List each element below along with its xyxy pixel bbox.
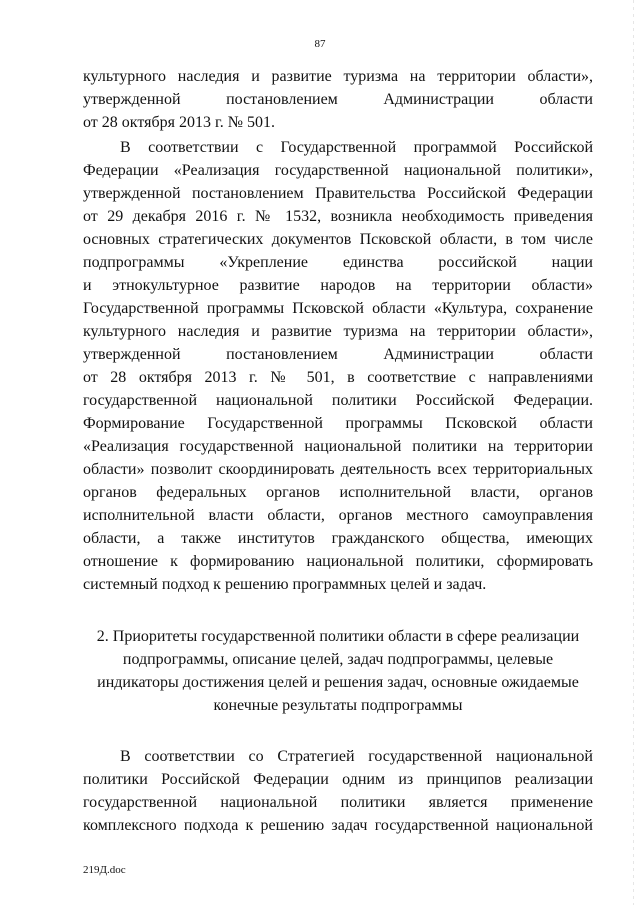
scan-edge-artifact: [633, 0, 634, 905]
paragraph-line: отношение к формированию национальной политики, сформировать: [83, 553, 593, 570]
paragraph-line: В соответствии с Государственной программой Российской: [120, 139, 593, 156]
paragraph-line: Федерации «Реализация государственной национальной политики»,: [83, 162, 593, 179]
paragraph-line: В соответствии со Стратегией государственной национальной: [120, 748, 593, 765]
paragraph-line: культурного наследия и развитие туризма на территории области»,: [83, 68, 593, 85]
paragraph-line: области» позволит скоординировать деятельность всех территориальных: [83, 461, 593, 478]
section-heading-line: конечные результаты подпрограммы: [213, 697, 463, 714]
paragraph-line: и этнокультурное развитие народов на территории области»: [83, 277, 593, 294]
paragraph-line: подпрограммы «Укрепление единства российской нации: [83, 254, 593, 271]
paragraph-line: утвержденной постановлением Правительства Российской Федерации: [83, 185, 593, 202]
paragraph-line: органов федеральных органов исполнительной власти, органов: [83, 484, 593, 501]
paragraph-line: государственной национальной политики является применение: [83, 794, 593, 811]
paragraph-line: Формирование Государственной программы Псковской области: [83, 415, 593, 432]
paragraph-line: утвержденной постановлением Администрации области: [83, 346, 593, 363]
page-number: 87: [314, 38, 326, 50]
paragraph-line: культурного наследия и развитие туризма на территории области»,: [83, 323, 593, 340]
paragraph-line: политики Российской Федерации одним из принципов реализации: [83, 771, 593, 788]
paragraph-line: исполнительной власти области, органов местного самоуправления: [83, 507, 593, 524]
paragraph-line: комплексного подхода к решению задач государственной национальной: [83, 817, 593, 834]
document-filename-footer: 219Д.doc: [83, 864, 126, 876]
paragraph-line: области, а также институтов гражданского общества, имеющих: [83, 530, 593, 547]
paragraph-line: основных стратегических документов Псковской области, в том числе: [83, 231, 593, 248]
paragraph-line: Государственной программы Псковской области «Культура, сохранение: [83, 300, 593, 317]
paragraph-line: от 28 октября 2013 г. № 501.: [83, 114, 276, 131]
paragraph-line: государственной национальной политики Российской Федерации.: [83, 392, 593, 409]
paragraph-line: утвержденной постановлением Администрации области: [83, 91, 593, 108]
section-heading-line: 2. Приоритеты государственной политики области в сфере реализации: [96, 628, 580, 645]
section-heading-line: подпрограммы, описание целей, задач подпрограммы, целевые: [122, 651, 554, 668]
section-heading-line: индикаторы достижения целей и решения задач, основные ожидаемые: [97, 674, 579, 691]
paragraph-line: от 29 декабря 2016 г. № 1532, возникла необходимость приведения: [83, 208, 593, 225]
paragraph-line: «Реализация государственной национальной политики на территории: [83, 438, 593, 455]
paragraph-line: системный подход к решению программных целей и задач.: [83, 576, 487, 593]
paragraph-line: от 28 октября 2013 г. № 501, в соответствие с направлениями: [83, 369, 593, 386]
